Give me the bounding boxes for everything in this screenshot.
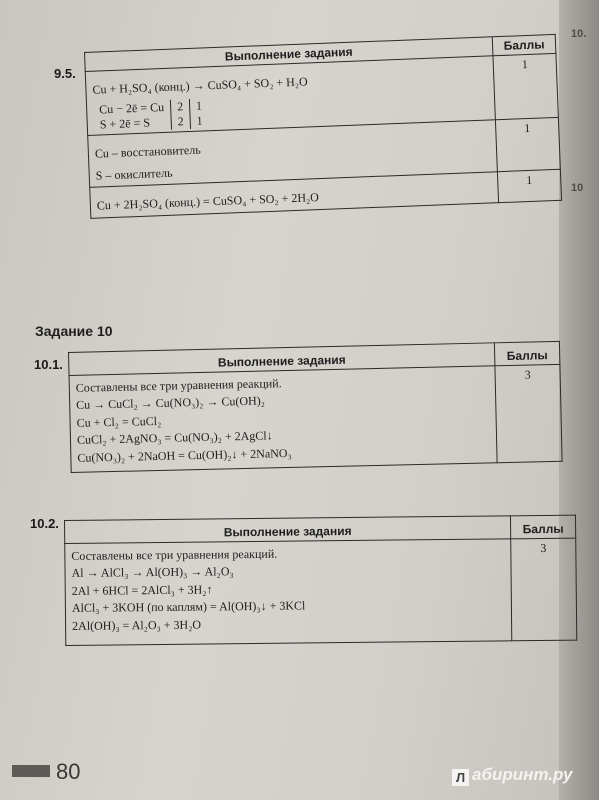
- answer-line: Cu → CuCl₂ → Cu(NO₃)₂ → Cu(OH)₂: [76, 393, 266, 413]
- column-header-work: Выполнение задания: [69, 343, 496, 376]
- unbalanced-equation: Cu + H₂SO₄ (конц.) → CuSO₄ + SO₂ + H₂O: [92, 74, 308, 97]
- points-cell: 3: [511, 538, 577, 641]
- section-heading: Задание 10: [35, 323, 113, 339]
- answer-line: Al → AlCl₃ → Al(OH)₃ → Al₂O₃: [71, 564, 234, 581]
- answer-cell: [65, 539, 512, 646]
- column-header-points: Баллы: [492, 34, 556, 55]
- balance-coef: 2: [171, 114, 191, 130]
- task-number-10-2: 10.2.: [30, 516, 59, 531]
- points-cell: 3: [495, 364, 562, 462]
- answer-line: Составлены все три уравнения реакций.: [75, 376, 282, 395]
- electron-balance: [93, 99, 209, 133]
- points-cell: 1: [497, 169, 561, 202]
- task-number-9-5: 9.5.: [54, 66, 76, 81]
- half-reaction-oxidation: Cu − 2ē = Cu: [98, 100, 165, 117]
- balanced-equation: Cu + 2H₂SO₄ (конц.) = CuSO₄ + SO₂ + 2H₂O: [96, 190, 320, 213]
- task-table-10-2: [64, 515, 577, 646]
- balance-coef: 1: [190, 114, 209, 130]
- answer-cell: [69, 366, 497, 473]
- points-cell: 1: [495, 118, 560, 172]
- labirint-logo-icon: Л: [452, 769, 469, 786]
- column-header-work: Выполнение задания: [65, 516, 511, 544]
- watermark-text: абиринт.ру: [472, 765, 573, 784]
- task-table-10-1: [68, 341, 563, 473]
- task-table-9-5: [84, 34, 562, 219]
- points-cell: 1: [493, 53, 558, 120]
- reducer-line: Cu – восстановитель: [94, 142, 201, 162]
- next-page-edge: 10. 10: [559, 0, 599, 800]
- answer-line: 2Al + 6HCl = 2AlCl₃ + 3H₂↑: [71, 582, 213, 598]
- page-number: 80: [56, 759, 81, 784]
- answer-line: Cu + Cl₂ = CuCl₂: [76, 413, 162, 430]
- answer-line: CuCl₂ + 2AgNO₃ = Cu(NO₃)₂ + 2AgCl↓: [76, 428, 273, 447]
- balance-coef: 1: [189, 99, 208, 115]
- column-header-points: Баллы: [511, 515, 576, 539]
- task-number-10-1: 10.1.: [34, 357, 63, 372]
- footer-bar: [12, 765, 50, 777]
- answer-line: Составлены все три уравнения реакций.: [71, 546, 278, 563]
- half-reaction-reduction: S + 2ē = S: [99, 115, 151, 132]
- labirint-watermark: [452, 765, 572, 786]
- answer-line: 2Al(OH)₃ = Al₂O₃ + 3H₂O: [72, 617, 202, 633]
- oxidizer-line: S – окислитель: [95, 165, 173, 183]
- balance-coef: 2: [170, 99, 190, 115]
- answer-line: Cu(NO₃)₂ + 2NaOH = Cu(OH)₂↓ + 2NaNO₃: [77, 445, 292, 465]
- answer-line: AlCl₃ + 3KOH (по каплям) = Al(OH)₃↓ + 3KCl: [71, 598, 306, 616]
- column-header-points: Баллы: [494, 341, 559, 365]
- column-header-work: Выполнение задания: [85, 37, 493, 72]
